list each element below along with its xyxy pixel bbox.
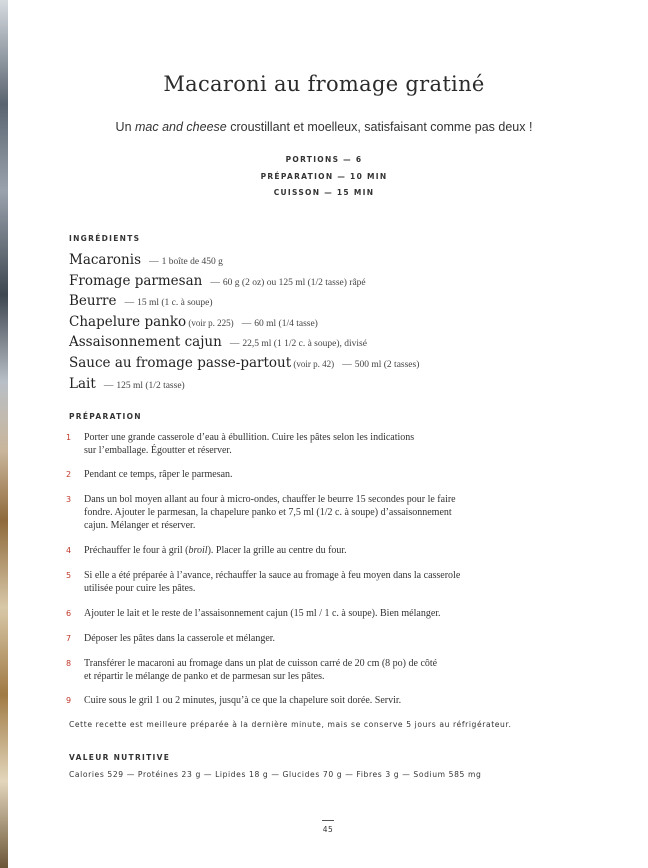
ingredient-item [69,249,589,270]
cooking-time: CUISSON — 15 MIN [273,188,375,197]
ingredient-quantity: 60 ml (1/4 tasse) [254,318,318,329]
step-number: 7 [66,634,72,643]
step-text-emphasis: broil [188,545,208,556]
step-text: et répartir le mélange de panko et de parmesan sur les pâtes. [84,671,325,682]
step-number: 6 [66,609,72,618]
step-text: Dans un bol moyen allant au four à micro-ondes, chauffer le beurre 15 secondes pour le faire [84,494,456,505]
ingredient-quantity: 500 ml (2 tasses) [354,359,420,370]
step-text: Porter une grande casserole d’eau à ébullition. Cuire les pâtes selon les indications [84,432,415,443]
ingredients-heading: INGRÉDIENTS [69,234,141,243]
ingredient-dash: — [124,298,135,309]
ingredient-item [69,311,589,332]
page-number: 45 [322,825,334,834]
step-item [66,544,536,557]
ingredient-quantity: 15 ml (1 c. à soupe) [137,298,213,309]
ingredient-dash: — [149,257,159,267]
step-item [66,493,536,532]
step-number: 9 [66,696,72,705]
step-text: Déposer les pâtes dans la casserole et mélanger. [84,633,276,644]
ingredient-dash: — [229,339,240,350]
ingredient-name: Assaisonnement cajun [69,334,222,351]
preparation-heading: PRÉPARATION [69,412,142,421]
step-number: 4 [66,546,72,555]
ingredient-name: Beurre [69,293,117,310]
step-number: 8 [66,659,72,668]
step-text-part: ). Placer la grille au centre du four. [207,545,347,556]
recipe-meta [0,152,648,202]
step-text: sur l’emballage. Égoutter et réserver. [84,445,232,456]
step-item [66,632,536,645]
step-text-part: Préchauffer le four à gril ( [84,545,189,556]
nutrition-values: Calories 529 — Protéines 23 g — Lipides 18 g — Glucides 70 g — Fibres 3 g — Sodium 585 mg [69,770,482,779]
preparation-steps [66,431,536,707]
subtitle-text: croustillant et moelleux, satisfaisant comme pas deux ! [226,120,533,134]
step-text: cajun. Mélanger et réserver. [84,520,196,531]
ingredient-quantity: 60 g (2 oz) ou 125 ml (1/2 tasse) râpé [222,277,366,288]
step-text: Si elle a été préparée à l’avance, réchauffer la sauce au fromage à feu moyen dans la casserole [84,570,461,581]
ingredient-name: Sauce au fromage passe-partout [69,354,292,371]
ingredient-item [69,290,589,311]
ingredient-dash: — [103,380,114,391]
ingredient-name: Chapelure panko [69,313,187,330]
ingredient-item [69,270,589,291]
recipe-title: Macaroni au fromage gratiné [163,72,485,96]
step-item [66,468,536,481]
step-item [66,607,536,620]
step-text: Ajouter le lait et le reste de l’assaisonnement cajun (15 ml / 1 c. à soupe). Bien mélanger. [84,608,441,619]
ingredients-list [69,249,589,393]
ingredient-item [69,373,589,394]
step-item [66,431,536,457]
portions: PORTIONS — 6 [285,155,363,164]
ingredient-ref: (voir p. 42) [291,358,335,369]
step-text [84,544,536,557]
step-number: 1 [66,433,72,442]
ingredient-quantity: 22,5 ml (1 1/2 c. à soupe), divisé [242,339,367,350]
step-text: fondre. Ajouter le parmesan, la chapelure panko et 7,5 ml (1/2 c. à soupe) d’assaisonnement [84,507,452,518]
ingredient-ref: (voir p. 225) [186,317,234,328]
ingredient-item [69,331,589,352]
step-number: 2 [66,470,72,479]
ingredient-dash: — [241,318,252,329]
preparation-time: PRÉPARATION — 10 MIN [260,171,388,181]
recipe-subtitle [0,120,648,134]
step-item [66,657,536,683]
ingredient-name: Fromage parmesan [69,272,203,289]
nutrition-heading: VALEUR NUTRITIVE [69,753,171,762]
step-number: 3 [66,495,72,504]
subtitle-emphasis: mac and cheese [135,120,227,134]
step-item [66,694,536,707]
step-item [66,569,536,595]
ingredient-dash: — [342,359,352,370]
ingredient-quantity: 125 ml (1/2 tasse) [116,380,185,391]
page-number-rule [322,820,334,821]
step-text: Transférer le macaroni au fromage dans un plat de cuisson carré de 20 cm (8 po) de côté [84,658,438,669]
step-text: Pendant ce temps, râper le parmesan. [84,469,233,480]
ingredient-name: Lait [69,375,96,392]
step-text: utilisée pour cuire les pâtes. [84,583,196,594]
step-text: Cuire sous le gril 1 ou 2 minutes, jusqu’à ce que la chapelure soit dorée. Servir. [84,695,402,706]
subtitle-text: Un [115,120,135,134]
ingredient-quantity: 1 boîte de 450 g [161,257,223,267]
ingredient-item [69,352,589,373]
ingredient-dash: — [210,277,220,288]
step-number: 5 [66,571,72,580]
storage-note: Cette recette est meilleure préparée à la dernière minute, mais se conserve 5 jours au réfrigérateur. [69,720,512,729]
ingredient-name: Macaronis [69,252,142,268]
